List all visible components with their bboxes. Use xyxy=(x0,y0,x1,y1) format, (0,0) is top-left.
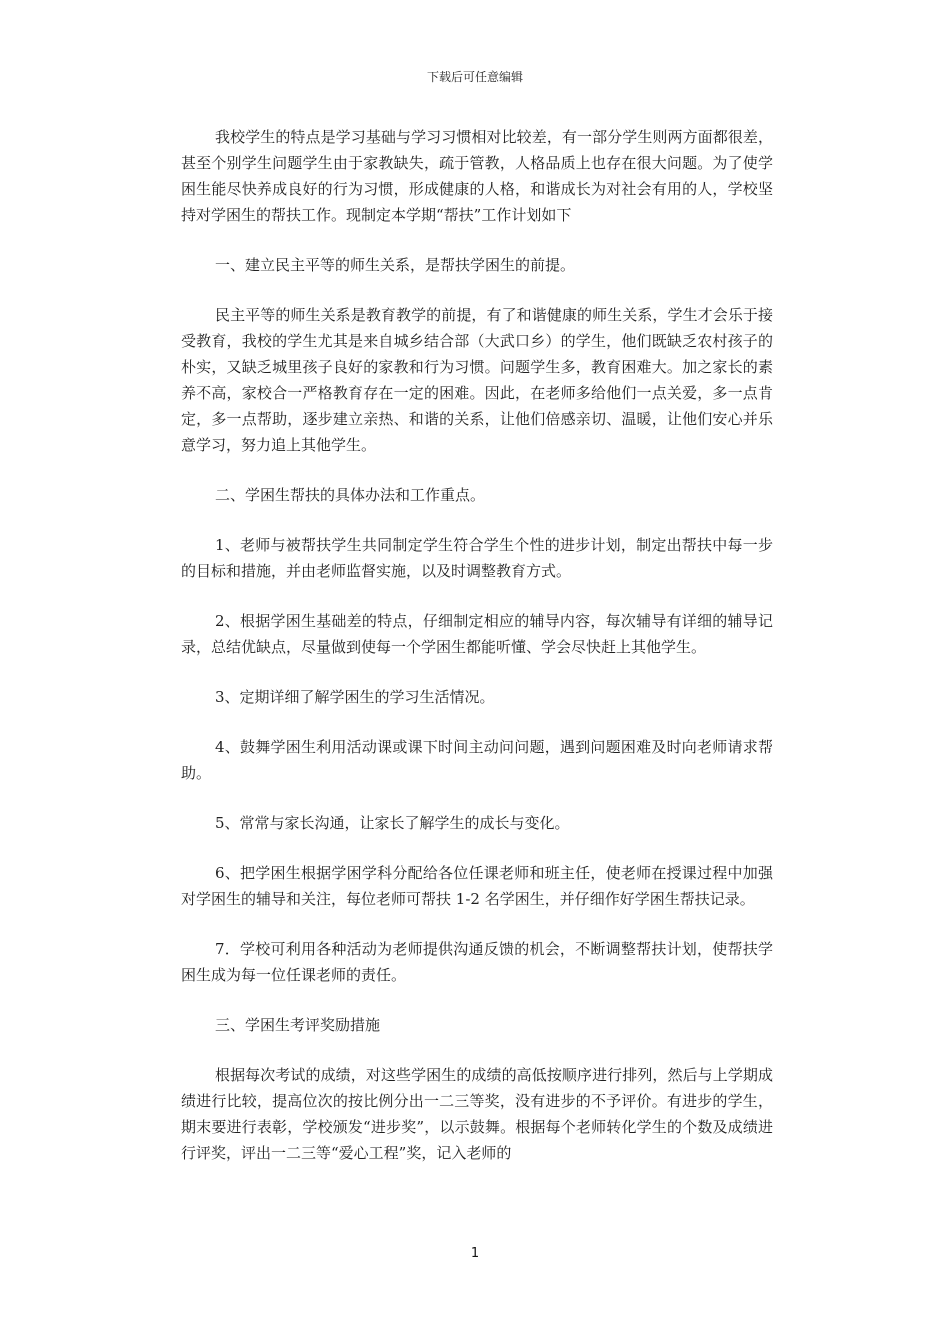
list-item-2: 2、根据学困生基础差的特点，仔细制定相应的辅导内容，每次辅导有详细的辅导记录，总结优缺点，尽量做到使每一个学困生都能听懂、学会尽快赶上其他学生。 xyxy=(181,612,773,656)
page-number: 1 xyxy=(470,1246,480,1261)
section-heading-2: 二、学困生帮扶的具体办法和工作重点。 xyxy=(215,486,486,504)
list-item-6: 6、把学困生根据学困学科分配给各位任课老师和班主任，使老师在授课过程中加强对学困生的辅导和关注，每位老师可帮扶 1-2 名学困生，并仔细作好学困生帮扶记录。 xyxy=(181,864,773,908)
page-header: 下载后可任意编辑 xyxy=(426,70,523,84)
body-paragraph: 民主平等的师生关系是教育教学的前提，有了和谐健康的师生关系，学生才会乐于接受教育，我校的学生尤其是来自城乡结合部（大武口乡）的学生，他们既缺乏农村孩子的朴实，又缺乏城里孩子良好的家教和行为习惯。问题学生多，教育困难大。加之家长的素养不高，家校合一严格教育存在一定的困难。因此，在老师多给他们一点关爱，多一点肯定，多一点帮助，逐步建立亲热、和谐的关系，让他们倍感亲切、温暖，让他们安心并乐意学习，努力追上其他学生。 xyxy=(181,306,773,454)
list-item-4: 4、鼓舞学困生利用活动课或课下时间主动问问题，遇到问题困难及时向老师请求帮助。 xyxy=(181,738,773,782)
list-item-3: 3、定期详细了解学困生的学习生活情况。 xyxy=(215,688,495,706)
section-heading-1: 一、建立民主平等的师生关系，是帮扶学困生的前提。 xyxy=(215,256,576,274)
body-paragraph-final: 根据每次考试的成绩，对这些学困生的成绩的高低按顺序进行排列，然后与上学期成绩进行比较，提高位次的按比例分出一二三等奖，没有进步的不予评价。有进步的学生，期末要进行表彰，学校颁发“进步奖”，以示鼓舞。根据每个老师转化学生的个数及成绩进行评奖，评出一二三等“爱心工程”奖，记入老师的 xyxy=(181,1066,773,1162)
document-body xyxy=(181,124,773,1190)
list-item-1: 1、老师与被帮扶学生共同制定学生符合学生个性的进步计划，制定出帮扶中每一步的目标和措施，并由老师监督实施，以及时调整教育方式。 xyxy=(181,536,773,580)
section-heading-3: 三、学困生考评奖励措施 xyxy=(215,1016,381,1034)
list-item-5: 5、常常与家长沟通，让家长了解学生的成长与变化。 xyxy=(215,814,570,832)
list-item-7: 7．学校可利用各种活动为老师提供沟通反馈的机会，不断调整帮扶计划，使帮扶学困生成为每一位任课老师的责任。 xyxy=(181,940,773,984)
intro-paragraph: 我校学生的特点是学习基础与学习习惯相对比较差，有一部分学生则两方面都很差，甚至个别学生问题学生由于家教缺失，疏于管教，人格品质上也存在很大问题。为了使学困生能尽快养成良好的行为习惯，形成健康的人格，和谐成长为对社会有用的人，学校坚持对学困生的帮扶工作。现制定本学期“帮扶”工作计划如下 xyxy=(181,128,773,224)
